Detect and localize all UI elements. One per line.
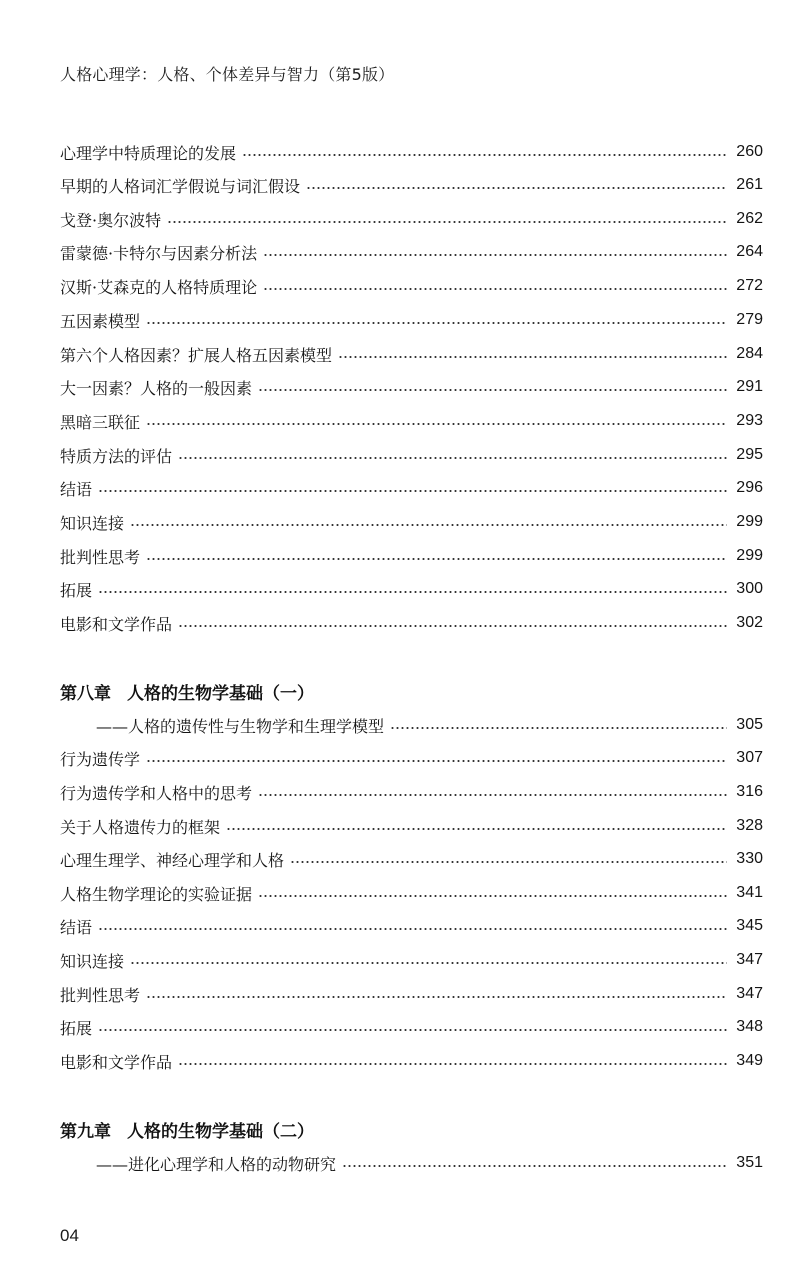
dot-leader	[342, 1165, 727, 1167]
dot-leader	[146, 760, 727, 762]
toc-entry[interactable]	[60, 845, 763, 873]
dot-leader	[178, 625, 727, 627]
dot-leader	[258, 895, 727, 897]
chapter-title: 人格的生物学基础（一）	[127, 683, 314, 704]
toc-entry-title: 雷蒙德·卡特尔与因素分析法	[60, 243, 258, 263]
toc-entry[interactable]	[60, 609, 763, 637]
dot-leader	[178, 457, 727, 459]
toc-entry[interactable]	[60, 474, 763, 502]
toc-entry-page: 272	[736, 277, 763, 294]
toc-entry[interactable]	[60, 1013, 763, 1041]
toc-entry-title: 知识连接	[60, 513, 125, 533]
toc-entry-page: 284	[736, 345, 763, 362]
dot-leader	[130, 524, 727, 526]
toc-entry[interactable]	[60, 912, 763, 940]
toc-entry-page: 330	[736, 850, 763, 867]
toc-entry-page: 264	[736, 243, 763, 260]
toc-entry-page: 348	[736, 1018, 763, 1035]
toc-entry[interactable]	[60, 744, 763, 772]
toc-entry-page: 347	[736, 985, 763, 1002]
toc-entry-title: 拓展	[60, 580, 93, 600]
dot-leader	[242, 154, 727, 156]
dot-leader	[98, 490, 727, 492]
chapter-heading[interactable]	[60, 677, 314, 705]
dot-leader	[263, 254, 727, 256]
toc-entry-page: 260	[736, 143, 763, 160]
toc-entry-page: 316	[736, 783, 763, 800]
dot-leader	[258, 794, 727, 796]
toc-entry[interactable]	[60, 205, 763, 233]
dot-leader	[226, 828, 727, 830]
toc-entry[interactable]	[60, 575, 763, 603]
toc-entry[interactable]	[60, 542, 763, 570]
page-number: 04	[60, 1226, 79, 1245]
dot-leader	[306, 187, 727, 189]
chapter-subtitle-entry[interactable]	[96, 1149, 763, 1177]
chapter-heading[interactable]	[60, 1115, 314, 1143]
chapter-subtitle-entry[interactable]	[96, 711, 763, 739]
toc-entry-title: 心理学中特质理论的发展	[60, 143, 237, 163]
toc-entry[interactable]	[60, 171, 763, 199]
toc-entry-page: 262	[736, 210, 763, 227]
toc-entry-page: 261	[736, 176, 763, 193]
toc-entry-title: 行为遗传学	[60, 749, 141, 769]
toc-entry-page: 345	[736, 917, 763, 934]
dot-leader	[263, 288, 727, 290]
toc-entry-title: 心理生理学、神经心理学和人格	[60, 850, 285, 870]
toc-entry[interactable]	[60, 812, 763, 840]
dot-leader	[390, 727, 727, 729]
toc-entry-title: 五因素模型	[60, 311, 141, 331]
dot-leader	[258, 389, 727, 391]
toc-entry[interactable]	[60, 441, 763, 469]
toc-entry-title: 电影和文学作品	[60, 614, 173, 634]
toc-entry[interactable]	[60, 1047, 763, 1075]
dot-leader	[146, 996, 727, 998]
toc-entry-page: 341	[736, 884, 763, 901]
toc-entry-page: 295	[736, 446, 763, 463]
dot-leader	[146, 558, 727, 560]
toc-entry-title: 人格生物学理论的实验证据	[60, 884, 253, 904]
dot-leader	[167, 221, 727, 223]
toc-entry-title: 汉斯·艾森克的人格特质理论	[60, 277, 258, 297]
chapter-title: 人格的生物学基础（二）	[127, 1121, 314, 1142]
toc-entry-title: 关于人格遗传力的框架	[60, 817, 221, 837]
toc-entry-title: 大一因素？人格的一般因素	[60, 378, 253, 398]
toc-entry-page: 299	[736, 547, 763, 564]
toc-entry[interactable]	[60, 508, 763, 536]
toc-entry[interactable]	[60, 138, 763, 166]
chapter-number: 第九章	[60, 1121, 111, 1142]
toc-entry-title: 结语	[60, 479, 93, 499]
dot-leader	[146, 322, 727, 324]
toc-entry-page: 293	[736, 412, 763, 429]
dot-leader	[178, 1063, 727, 1065]
toc-entry-title: 拓展	[60, 1018, 93, 1038]
toc-entry-page: 296	[736, 479, 763, 496]
toc-entry[interactable]	[60, 272, 763, 300]
toc-entry-page: 347	[736, 951, 763, 968]
toc-entry[interactable]	[60, 879, 763, 907]
toc-entry-title: 电影和文学作品	[60, 1052, 173, 1072]
toc-entry-page: 279	[736, 311, 763, 328]
toc-entry[interactable]	[60, 407, 763, 435]
toc-entry-page: 307	[736, 749, 763, 766]
dot-leader	[338, 356, 727, 358]
toc-entry-page: 305	[736, 716, 763, 733]
toc-entry[interactable]	[60, 980, 763, 1008]
toc-entry[interactable]	[60, 373, 763, 401]
toc-entry-page: 328	[736, 817, 763, 834]
toc-entry-page: 302	[736, 614, 763, 631]
toc-entry[interactable]	[60, 238, 763, 266]
toc-entry[interactable]	[60, 778, 763, 806]
toc-entry-title: 特质方法的评估	[60, 446, 173, 466]
toc-entry-title: 第六个人格因素？扩展人格五因素模型	[60, 345, 333, 365]
dot-leader	[98, 928, 727, 930]
toc-entry-title: 结语	[60, 917, 93, 937]
dot-leader	[98, 1029, 727, 1031]
dot-leader	[130, 962, 727, 964]
toc-entry-page: 351	[736, 1154, 763, 1171]
chapter-subtitle: ——进化心理学和人格的动物研究	[96, 1154, 337, 1174]
toc-entry-page: 291	[736, 378, 763, 395]
toc-entry-page: 299	[736, 513, 763, 530]
toc-entry-page: 349	[736, 1052, 763, 1069]
dot-leader	[146, 423, 727, 425]
toc-entry-title: 批判性思考	[60, 985, 141, 1005]
toc-entry-page: 300	[736, 580, 763, 597]
toc-entry[interactable]	[60, 946, 763, 974]
dot-leader	[290, 861, 727, 863]
toc-entry-title: 知识连接	[60, 951, 125, 971]
chapter-subtitle: ——人格的遗传性与生物学和生理学模型	[96, 716, 385, 736]
toc-entry-title: 行为遗传学和人格中的思考	[60, 783, 253, 803]
dot-leader	[98, 591, 727, 593]
toc-entry-title: 批判性思考	[60, 547, 141, 567]
page-header: 人格心理学：人格、个体差异与智力（第5版）	[60, 65, 395, 84]
toc-entry[interactable]	[60, 306, 763, 334]
toc-entry-title: 黑暗三联征	[60, 412, 141, 432]
chapter-number: 第八章	[60, 683, 111, 704]
toc-entry-title: 戈登·奥尔波特	[60, 210, 162, 230]
toc-entry[interactable]	[60, 340, 763, 368]
toc-entry-title: 早期的人格词汇学假说与词汇假设	[60, 176, 301, 196]
